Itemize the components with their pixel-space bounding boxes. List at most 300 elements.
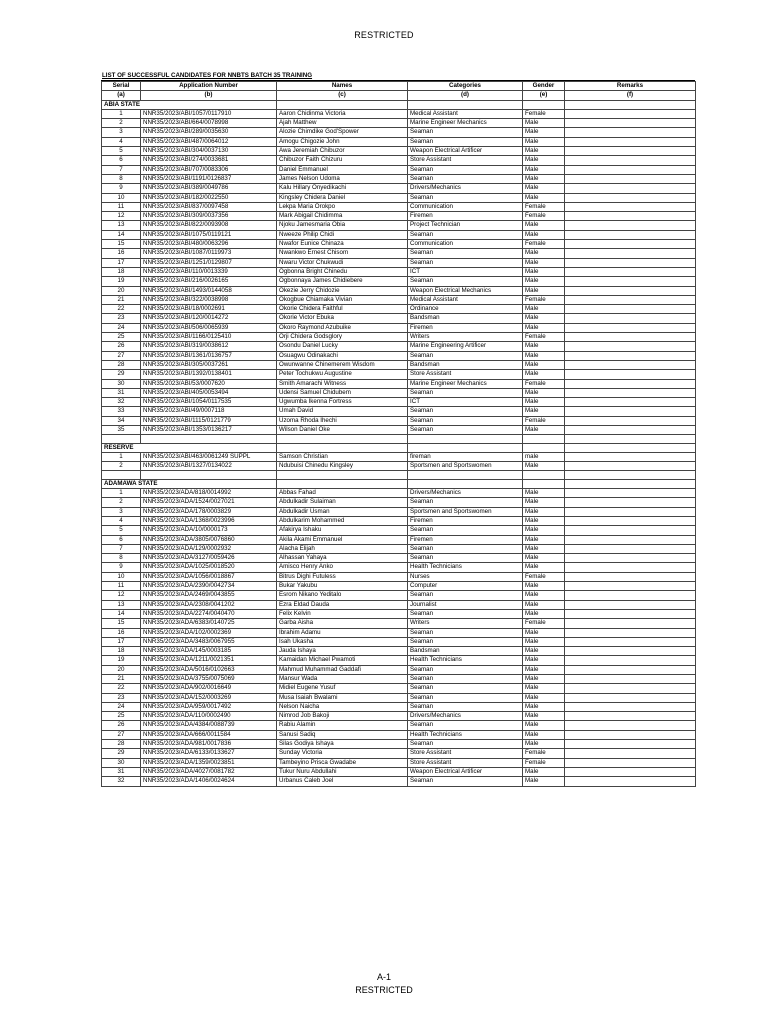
name-cell: Okoro Raymond Azubuike: [277, 323, 408, 332]
serial-cell: 25: [102, 712, 141, 721]
category-cell: Store Assistant: [408, 758, 523, 767]
name-cell: Lekpa Maria Orokpo: [277, 202, 408, 211]
serial-cell: 8: [102, 174, 141, 183]
gender-cell: Male: [523, 314, 565, 323]
category-cell: Medical Assistant: [408, 295, 523, 304]
application-number-cell: NNR35/2023/ADA/959/0017492: [141, 702, 277, 711]
category-cell: Seaman: [408, 740, 523, 749]
gender-cell: Male: [523, 119, 565, 128]
name-cell: Daniel Emmanuel: [277, 165, 408, 174]
column-code: (c): [277, 91, 408, 100]
restricted-header-mark: RESTRICTED: [354, 30, 414, 40]
table-row: [102, 258, 696, 267]
serial-cell: 7: [102, 165, 141, 174]
gender-cell: Female: [523, 212, 565, 221]
application-number-cell: NNR35/2023/ADA/1211/0021351: [141, 656, 277, 665]
category-cell: Drivers/Mechanics: [408, 712, 523, 721]
serial-cell: 4: [102, 516, 141, 525]
page-footer: [0, 971, 768, 997]
gender-cell: Male: [523, 388, 565, 397]
category-cell: Seaman: [408, 193, 523, 202]
gender-cell: Male: [523, 526, 565, 535]
remarks-cell: [565, 416, 696, 425]
application-number-cell: NNR35/2023/ADA/1359/0023851: [141, 758, 277, 767]
gender-cell: Male: [523, 258, 565, 267]
serial-cell: 11: [102, 582, 141, 591]
application-number-cell: NNR35/2023/ADA/666/0011584: [141, 730, 277, 739]
application-number-cell: NNR35/2023/ADA/6133/0133627: [141, 749, 277, 758]
application-number-cell: NNR35/2023/ADA/2274/0040470: [141, 609, 277, 618]
name-cell: Abdulkarim Mohammed: [277, 516, 408, 525]
remarks-cell: [565, 452, 696, 461]
table-row: [102, 323, 696, 332]
remarks-cell: [565, 647, 696, 656]
category-cell: Medical Assistant: [408, 109, 523, 118]
name-cell: Peter Tochukwu Augustine: [277, 370, 408, 379]
application-number-cell: NNR35/2023/ABI/506/0065939: [141, 323, 277, 332]
table-row: [102, 554, 696, 563]
serial-cell: 30: [102, 379, 141, 388]
application-number-cell: NNR35/2023/ABI/53/0007620: [141, 379, 277, 388]
serial-cell: 28: [102, 360, 141, 369]
gender-cell: Male: [523, 535, 565, 544]
table-row: [102, 749, 696, 758]
name-cell: Amisco Henry Anko: [277, 563, 408, 572]
name-cell: Tukur Nuru Abdullahi: [277, 767, 408, 776]
serial-cell: 21: [102, 675, 141, 684]
category-cell: Seaman: [408, 675, 523, 684]
gender-cell: Female: [523, 572, 565, 581]
table-row: [102, 314, 696, 323]
serial-cell: 1: [102, 489, 141, 498]
category-cell: Seaman: [408, 777, 523, 786]
gender-cell: Male: [523, 425, 565, 434]
empty-cell: [277, 435, 408, 443]
serial-cell: 3: [102, 128, 141, 137]
application-number-cell: NNR35/2023/ADA/129/0002932: [141, 544, 277, 553]
table-row: [102, 286, 696, 295]
table-row: [102, 693, 696, 702]
name-cell: Kalu Hillary Onyedikachi: [277, 184, 408, 193]
gender-cell: Male: [523, 600, 565, 609]
application-number-cell: NNR35/2023/ABI/1361/0136757: [141, 351, 277, 360]
remarks-cell: [565, 360, 696, 369]
application-number-cell: NNR35/2023/ABI/837/0097458: [141, 202, 277, 211]
application-number-cell: NNR35/2023/ADA/3755/0075069: [141, 675, 277, 684]
name-cell: Nwafor Eunice Chinaza: [277, 240, 408, 249]
category-cell: Store Assistant: [408, 749, 523, 758]
category-cell: Seaman: [408, 258, 523, 267]
table-row: [102, 360, 696, 369]
gender-cell: Male: [523, 277, 565, 286]
table-row: [102, 156, 696, 165]
application-number-cell: NNR35/2023/ADA/2390/0042734: [141, 582, 277, 591]
application-number-cell: NNR35/2023/ADA/102/0002369: [141, 628, 277, 637]
serial-cell: 19: [102, 656, 141, 665]
application-number-cell: NNR35/2023/ABI/1327/0134022: [141, 462, 277, 471]
remarks-cell: [565, 407, 696, 416]
empty-cell: [102, 435, 141, 443]
category-cell: Ordinance: [408, 305, 523, 314]
application-number-cell: NNR35/2023/ABI/1054/0117535: [141, 398, 277, 407]
table-row: [102, 398, 696, 407]
serial-cell: 17: [102, 258, 141, 267]
category-cell: Communication: [408, 202, 523, 211]
serial-cell: 23: [102, 314, 141, 323]
table-row: [102, 600, 696, 609]
remarks-cell: [565, 277, 696, 286]
category-cell: Seaman: [408, 165, 523, 174]
empty-cell: [408, 100, 523, 109]
name-cell: Okogbue Chiamaka Vivian: [277, 295, 408, 304]
gender-cell: Male: [523, 767, 565, 776]
application-number-cell: NNR35/2023/ABI/309/0037356: [141, 212, 277, 221]
application-number-cell: NNR35/2023/ABI/463/0061249 SUPPL: [141, 452, 277, 461]
gender-cell: Male: [523, 665, 565, 674]
serial-cell: 25: [102, 333, 141, 342]
remarks-cell: [565, 425, 696, 434]
serial-cell: 15: [102, 619, 141, 628]
serial-cell: 6: [102, 535, 141, 544]
category-cell: Health Technicians: [408, 563, 523, 572]
name-cell: Mahmud Muhammad Gaddafi: [277, 665, 408, 674]
name-cell: Owunwanne Chinemerem Wisdom: [277, 360, 408, 369]
page-number: A-1: [376, 972, 391, 982]
application-number-cell: NNR35/2023/ADA/5016/0102663: [141, 665, 277, 674]
name-cell: Wilson Daniel Oke: [277, 425, 408, 434]
application-number-cell: NNR35/2023/ADA/4027/0081782: [141, 767, 277, 776]
gender-cell: Male: [523, 656, 565, 665]
name-cell: Jauda Ishaya: [277, 647, 408, 656]
remarks-cell: [565, 730, 696, 739]
table-row: [102, 128, 696, 137]
remarks-cell: [565, 295, 696, 304]
serial-cell: 24: [102, 702, 141, 711]
remarks-cell: [565, 712, 696, 721]
column-header: Serial: [102, 82, 141, 91]
candidate-list-sheet: [101, 71, 695, 787]
category-cell: Marine Engineering Artificer: [408, 342, 523, 351]
list-title: LIST OF SUCCESSFUL CANDIDATES FOR NNBTS BATCH 35 TRAINING: [101, 71, 695, 81]
gender-cell: Male: [523, 323, 565, 332]
category-cell: Seaman: [408, 137, 523, 146]
application-number-cell: NNR35/2023/ADA/110/0002490: [141, 712, 277, 721]
gender-cell: Male: [523, 637, 565, 646]
empty-cell: [102, 471, 141, 479]
application-number-cell: NNR35/2023/ABI/274/0033681: [141, 156, 277, 165]
name-cell: Akila Akami Emmanuel: [277, 535, 408, 544]
name-cell: Aaron Chidinma Victoria: [277, 109, 408, 118]
serial-cell: 35: [102, 425, 141, 434]
table-row: [102, 619, 696, 628]
application-number-cell: NNR35/2023/ADA/4384/0088739: [141, 721, 277, 730]
serial-cell: 27: [102, 730, 141, 739]
category-cell: Seaman: [408, 388, 523, 397]
serial-cell: 31: [102, 767, 141, 776]
table-row: [102, 109, 696, 118]
name-cell: Abbas Fahad: [277, 489, 408, 498]
category-cell: Seaman: [408, 637, 523, 646]
category-cell: Drivers/Mechanics: [408, 184, 523, 193]
gender-cell: Male: [523, 193, 565, 202]
remarks-cell: [565, 202, 696, 211]
category-cell: Project Technician: [408, 221, 523, 230]
name-cell: Kingsley Chidera Daniel: [277, 193, 408, 202]
name-cell: Njoku Jamesmaria Obia: [277, 221, 408, 230]
table-row: [102, 425, 696, 434]
remarks-cell: [565, 544, 696, 553]
serial-cell: 20: [102, 665, 141, 674]
application-number-cell: NNR35/2023/ABI/1392/0138401: [141, 370, 277, 379]
category-cell: Writers: [408, 333, 523, 342]
column-header-row: [102, 82, 696, 91]
application-number-cell: NNR35/2023/ADA/3805/0076860: [141, 535, 277, 544]
name-cell: Chibuzor Faith Chizuru: [277, 156, 408, 165]
gender-cell: Male: [523, 544, 565, 553]
gender-cell: Male: [523, 128, 565, 137]
name-cell: James Nelson Udoma: [277, 174, 408, 183]
application-number-cell: NNR35/2023/ABI/1353/0136217: [141, 425, 277, 434]
application-number-cell: NNR35/2023/ABI/304/0037130: [141, 147, 277, 156]
empty-cell: [277, 443, 408, 452]
table-row: [102, 305, 696, 314]
category-cell: Store Assistant: [408, 156, 523, 165]
serial-cell: 26: [102, 721, 141, 730]
gender-cell: Male: [523, 582, 565, 591]
table-row: [102, 721, 696, 730]
spacer-row: [102, 471, 696, 479]
category-cell: Seaman: [408, 128, 523, 137]
application-number-cell: NNR35/2023/ADA/3127/0059426: [141, 554, 277, 563]
remarks-cell: [565, 230, 696, 239]
gender-cell: Male: [523, 507, 565, 516]
application-number-cell: NNR35/2023/ADA/3483/0067955: [141, 637, 277, 646]
serial-cell: 15: [102, 240, 141, 249]
gender-cell: Male: [523, 777, 565, 786]
gender-cell: Male: [523, 563, 565, 572]
remarks-cell: [565, 119, 696, 128]
remarks-cell: [565, 591, 696, 600]
name-cell: Felix Kelvin: [277, 609, 408, 618]
category-cell: Seaman: [408, 684, 523, 693]
column-code: (e): [523, 91, 565, 100]
gender-cell: Male: [523, 498, 565, 507]
application-number-cell: NNR35/2023/ADA/10/0000173: [141, 526, 277, 535]
remarks-cell: [565, 665, 696, 674]
gender-cell: Male: [523, 184, 565, 193]
application-number-cell: NNR35/2023/ABI/664/0078998: [141, 119, 277, 128]
gender-cell: Male: [523, 230, 565, 239]
table-row: [102, 507, 696, 516]
empty-cell: [565, 479, 696, 488]
table-row: [102, 777, 696, 786]
column-code: (a): [102, 91, 141, 100]
gender-cell: Male: [523, 554, 565, 563]
table-row: [102, 702, 696, 711]
table-row: [102, 230, 696, 239]
name-cell: Kamaidan Michael Pwamoti: [277, 656, 408, 665]
table-row: [102, 221, 696, 230]
table-row: [102, 712, 696, 721]
application-number-cell: NNR35/2023/ABI/822/0093908: [141, 221, 277, 230]
category-cell: Seaman: [408, 693, 523, 702]
category-cell: ICT: [408, 267, 523, 276]
application-number-cell: NNR35/2023/ABI/1251/0129807: [141, 258, 277, 267]
column-header: Gender: [523, 82, 565, 91]
serial-cell: 32: [102, 777, 141, 786]
serial-cell: 3: [102, 507, 141, 516]
remarks-cell: [565, 684, 696, 693]
category-cell: Health Technicians: [408, 656, 523, 665]
remarks-cell: [565, 637, 696, 646]
serial-cell: 1: [102, 109, 141, 118]
category-cell: Sportsmen and Sportswomen: [408, 462, 523, 471]
remarks-cell: [565, 351, 696, 360]
table-row: [102, 193, 696, 202]
remarks-cell: [565, 507, 696, 516]
gender-cell: Female: [523, 416, 565, 425]
gender-cell: Male: [523, 730, 565, 739]
empty-cell: [523, 479, 565, 488]
table-row: [102, 544, 696, 553]
application-number-cell: NNR35/2023/ABI/289/0035630: [141, 128, 277, 137]
name-cell: Ogbonnaya James Chidiebere: [277, 277, 408, 286]
section-row: [102, 100, 696, 109]
serial-cell: 16: [102, 628, 141, 637]
name-cell: Okorie Victor Ebuka: [277, 314, 408, 323]
category-cell: Drivers/Mechanics: [408, 489, 523, 498]
gender-cell: Male: [523, 286, 565, 295]
category-cell: Nurses: [408, 572, 523, 581]
table-row: [102, 535, 696, 544]
remarks-cell: [565, 221, 696, 230]
serial-cell: 2: [102, 462, 141, 471]
category-cell: Weapon Electrical Mechanics: [408, 286, 523, 295]
application-number-cell: NNR35/2023/ABI/319/0038612: [141, 342, 277, 351]
gender-cell: Male: [523, 174, 565, 183]
gender-cell: Male: [523, 721, 565, 730]
name-cell: Tambeyino Prisca Gwadabe: [277, 758, 408, 767]
name-cell: Mansur Wada: [277, 675, 408, 684]
table-row: [102, 174, 696, 183]
table-row: [102, 462, 696, 471]
remarks-cell: [565, 258, 696, 267]
remarks-cell: [565, 240, 696, 249]
application-number-cell: NNR35/2023/ABI/1057/0117910: [141, 109, 277, 118]
serial-cell: 2: [102, 498, 141, 507]
name-cell: Musa Isaiah Bwalami: [277, 693, 408, 702]
name-cell: Uzoma Rhoda Ihechi: [277, 416, 408, 425]
column-header: Remarks: [565, 82, 696, 91]
gender-cell: Male: [523, 137, 565, 146]
category-cell: Seaman: [408, 425, 523, 434]
remarks-cell: [565, 212, 696, 221]
application-number-cell: NNR35/2023/ABI/322/0038998: [141, 295, 277, 304]
name-cell: Isah Ukasha: [277, 637, 408, 646]
gender-cell: Male: [523, 693, 565, 702]
category-cell: Seaman: [408, 277, 523, 286]
application-number-cell: NNR35/2023/ADA/6383/0140725: [141, 619, 277, 628]
application-number-cell: NNR35/2023/ADA/1368/0023996: [141, 516, 277, 525]
category-cell: Seaman: [408, 416, 523, 425]
gender-cell: Male: [523, 609, 565, 618]
remarks-cell: [565, 305, 696, 314]
remarks-cell: [565, 174, 696, 183]
serial-cell: 13: [102, 600, 141, 609]
serial-cell: 4: [102, 137, 141, 146]
serial-cell: 23: [102, 693, 141, 702]
gender-cell: Male: [523, 740, 565, 749]
gender-cell: Male: [523, 342, 565, 351]
empty-cell: [523, 471, 565, 479]
category-cell: Seaman: [408, 174, 523, 183]
name-cell: Alhassan Yahaya: [277, 554, 408, 563]
application-number-cell: NNR35/2023/ADA/2469/0043855: [141, 591, 277, 600]
category-cell: Marine Engineer Mechanics: [408, 379, 523, 388]
category-cell: Seaman: [408, 665, 523, 674]
category-cell: Seaman: [408, 351, 523, 360]
remarks-cell: [565, 370, 696, 379]
name-cell: Nelson Naicha: [277, 702, 408, 711]
name-cell: Amogu Chigozie John: [277, 137, 408, 146]
application-number-cell: NNR35/2023/ABI/1087/0119973: [141, 249, 277, 258]
category-cell: Seaman: [408, 591, 523, 600]
name-cell: Sanusi Sadiq: [277, 730, 408, 739]
remarks-cell: [565, 398, 696, 407]
gender-cell: Male: [523, 267, 565, 276]
table-row: [102, 165, 696, 174]
empty-cell: [277, 471, 408, 479]
category-cell: Seaman: [408, 249, 523, 258]
gender-cell: Male: [523, 351, 565, 360]
gender-cell: Male: [523, 221, 565, 230]
section-row: [102, 443, 696, 452]
remarks-cell: [565, 740, 696, 749]
gender-cell: Male: [523, 702, 565, 711]
serial-cell: 29: [102, 370, 141, 379]
category-cell: Seaman: [408, 544, 523, 553]
remarks-cell: [565, 563, 696, 572]
name-cell: Ndubuisi Chinedu Kingsley: [277, 462, 408, 471]
remarks-cell: [565, 147, 696, 156]
remarks-cell: [565, 702, 696, 711]
remarks-cell: [565, 184, 696, 193]
name-cell: Garba Aisha: [277, 619, 408, 628]
table-row: [102, 333, 696, 342]
empty-cell: [408, 435, 523, 443]
restricted-footer-mark: RESTRICTED: [355, 985, 413, 995]
table-row: [102, 516, 696, 525]
gender-cell: male: [523, 452, 565, 461]
application-number-cell: NNR35/2023/ABI/1115/0121779: [141, 416, 277, 425]
application-number-cell: NNR35/2023/ABI/305/0037261: [141, 360, 277, 369]
empty-cell: [523, 435, 565, 443]
table-row: [102, 452, 696, 461]
remarks-cell: [565, 572, 696, 581]
remarks-cell: [565, 721, 696, 730]
empty-cell: [565, 471, 696, 479]
serial-cell: 10: [102, 193, 141, 202]
serial-cell: 20: [102, 286, 141, 295]
table-row: [102, 249, 696, 258]
remarks-cell: [565, 193, 696, 202]
name-cell: Okorie Chidera Faithful: [277, 305, 408, 314]
name-cell: Samson Christian: [277, 452, 408, 461]
category-cell: Seaman: [408, 526, 523, 535]
name-cell: Alacha Elijah: [277, 544, 408, 553]
remarks-cell: [565, 693, 696, 702]
empty-cell: [565, 435, 696, 443]
